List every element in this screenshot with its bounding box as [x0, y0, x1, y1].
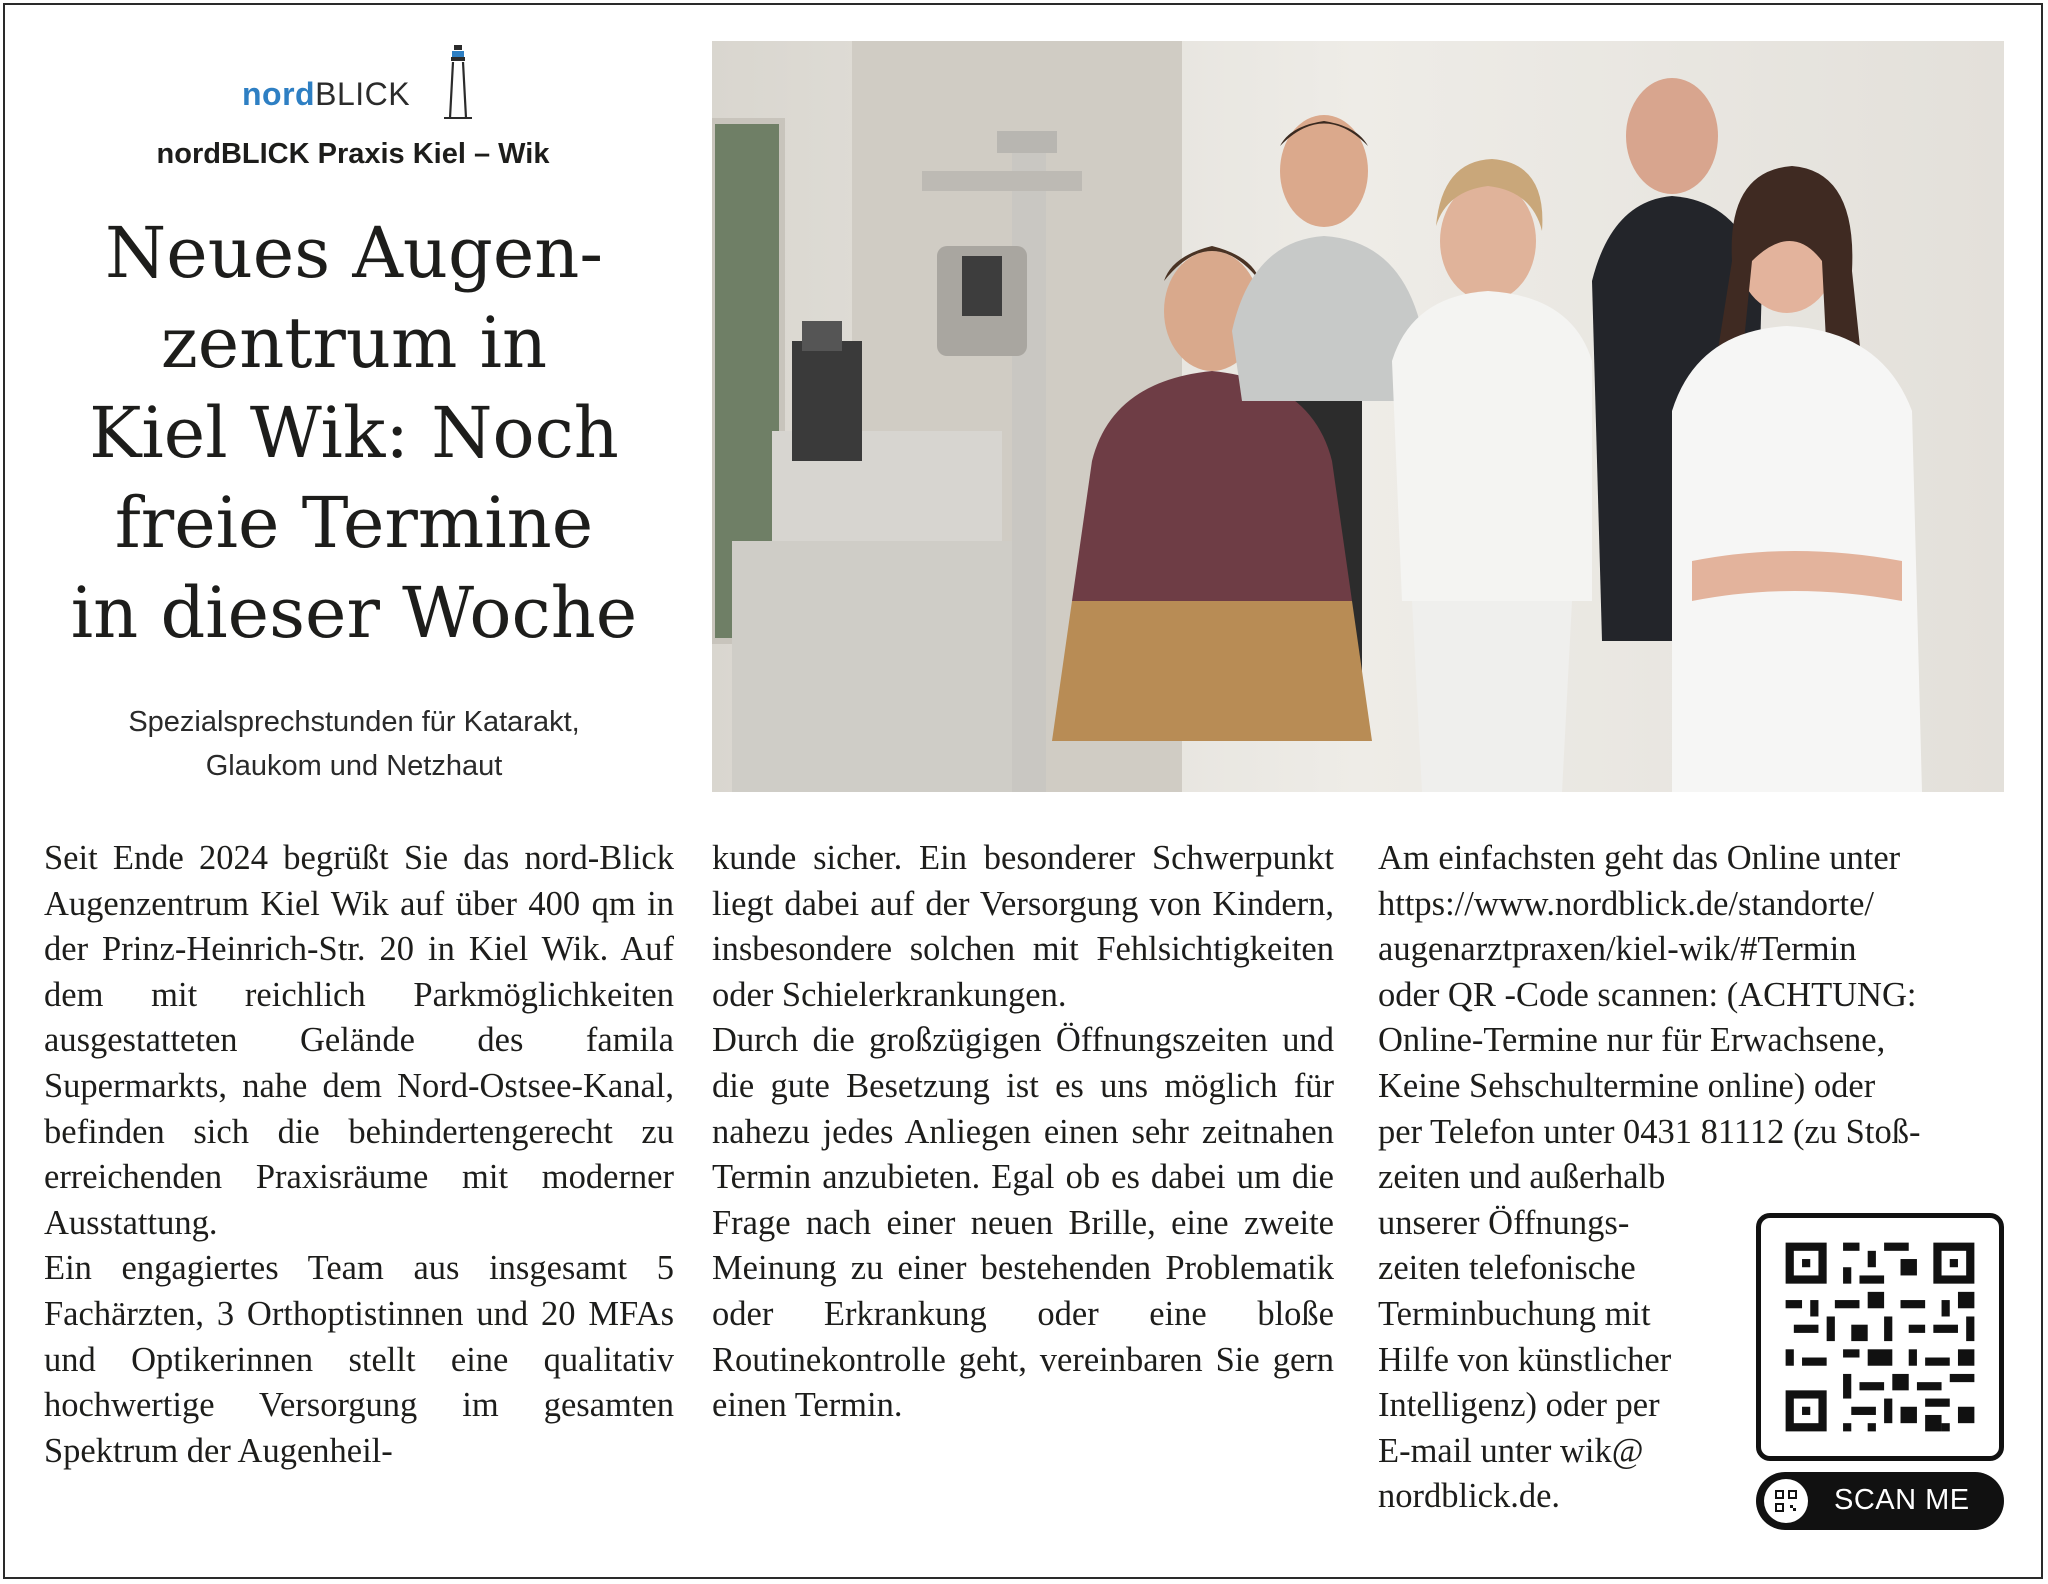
headline-line: Neues Augen- [105, 212, 603, 294]
headline-line: Kiel Wik: Noch [89, 392, 619, 474]
article-line: zeiten und außerhalb [1378, 1158, 1666, 1197]
lighthouse-icon [442, 44, 474, 120]
article-column-1 [44, 836, 674, 1474]
scan-me-badge[interactable] [1756, 1472, 2004, 1530]
logo-blick-text: BLICK [315, 76, 411, 112]
scan-me-label: SCAN ME [1834, 1484, 1970, 1516]
nordblick-logo [240, 42, 480, 122]
subheadline [20, 700, 688, 788]
article-line: https://www.nordblick.de/standorte/ [1378, 884, 1875, 923]
subheadline-line: Spezialsprechstunden für Katarakt, [128, 706, 580, 738]
logo-nord-text: nord [242, 76, 316, 112]
headline-line: in dieser Woche [70, 572, 638, 654]
qr-code[interactable] [1756, 1213, 2004, 1461]
article-line: Hilfe von künstlicher [1378, 1340, 1672, 1379]
practice-name: nordBLICK Praxis Kiel – Wik [156, 138, 550, 170]
article-paragraph: Ein engagiertes Team aus insgesamt 5 Fachärzten, 3 Orthoptistinnen und 20 MFAs und Optikerinnen stellt eine qualitativ hochwertige Versorgung im gesamten Spektrum der Augenheil- [44, 1249, 674, 1470]
team-photo [712, 41, 2004, 792]
article-line: Keine Sehschultermine online) oder [1378, 1066, 1876, 1105]
article-line: Online-Termine nur für Erwachsene, [1378, 1021, 1886, 1060]
logo-wordmark [242, 76, 410, 113]
qr-scan-icon [1764, 1479, 1808, 1523]
article-paragraph: Seit Ende 2024 begrüßt Sie das nord-Blick Augenzentrum Kiel Wik auf über 400 qm in der Prinz-Heinrich-Str. 20 in Kiel Wik. Auf dem mit reichlich Parkmöglichkeiten ausgestatteten Gelände des famila Supermarkts, nahe dem Nord-Ostsee-Kanal, befinden sich die behindertengerecht zu erreichenden Praxisräume mit moderner Ausstattung. [44, 839, 674, 1242]
article-narrow-block [1378, 1155, 1726, 1520]
headline-line: freie Termine [114, 482, 594, 564]
article-paragraph: kunde sicher. Ein besonderer Schwerpunkt liegt dabei auf der Versorgung von Kindern, insbesondere solchen mit Fehlsichtigkeiten oder Schielerkrankungen. [712, 839, 1334, 1014]
article-paragraph: Durch die großzügigen Öffnungszeiten und die gute Besetzung ist es uns möglich für nahezu jedes Anliegen einen sehr zeitnahen Termin anzubieten. Egal ob es dabei um die Frage nach einer neuen Brille, eine zweite Meinung zu einer bestehenden Problematik oder Erkrankung oder eine bloße Routinekontrolle geht, vereinbaren Sie gern einen Termin. [712, 1021, 1334, 1425]
article-line: zeiten telefonische [1378, 1249, 1636, 1288]
article-line: per Telefon unter 0431 81112 (zu Stoß- [1378, 1112, 1921, 1151]
subheadline-line: Glaukom und Netzhaut [205, 750, 503, 782]
article-line: nordblick.de. [1378, 1477, 1561, 1516]
article-line: Terminbuchung mit [1378, 1294, 1651, 1333]
article-line: unserer Öffnungs- [1378, 1203, 1630, 1242]
headline [14, 208, 694, 658]
article-line: Am einfachsten geht das Online unter [1378, 839, 1901, 877]
article-line: Intelligenz) oder per [1378, 1386, 1660, 1425]
article-column-2 [712, 836, 1334, 1429]
article-line: E-mail unter wik@ [1378, 1431, 1644, 1470]
article-line: oder QR -Code scannen: (ACHTUNG: [1378, 975, 1917, 1014]
headline-line: zentrum in [160, 302, 548, 384]
article-line: augenarztpraxen/kiel-wik/#Termin [1378, 930, 1857, 969]
team-photo-illustration [712, 41, 2004, 792]
qr-code-pattern [1761, 1218, 1999, 1456]
